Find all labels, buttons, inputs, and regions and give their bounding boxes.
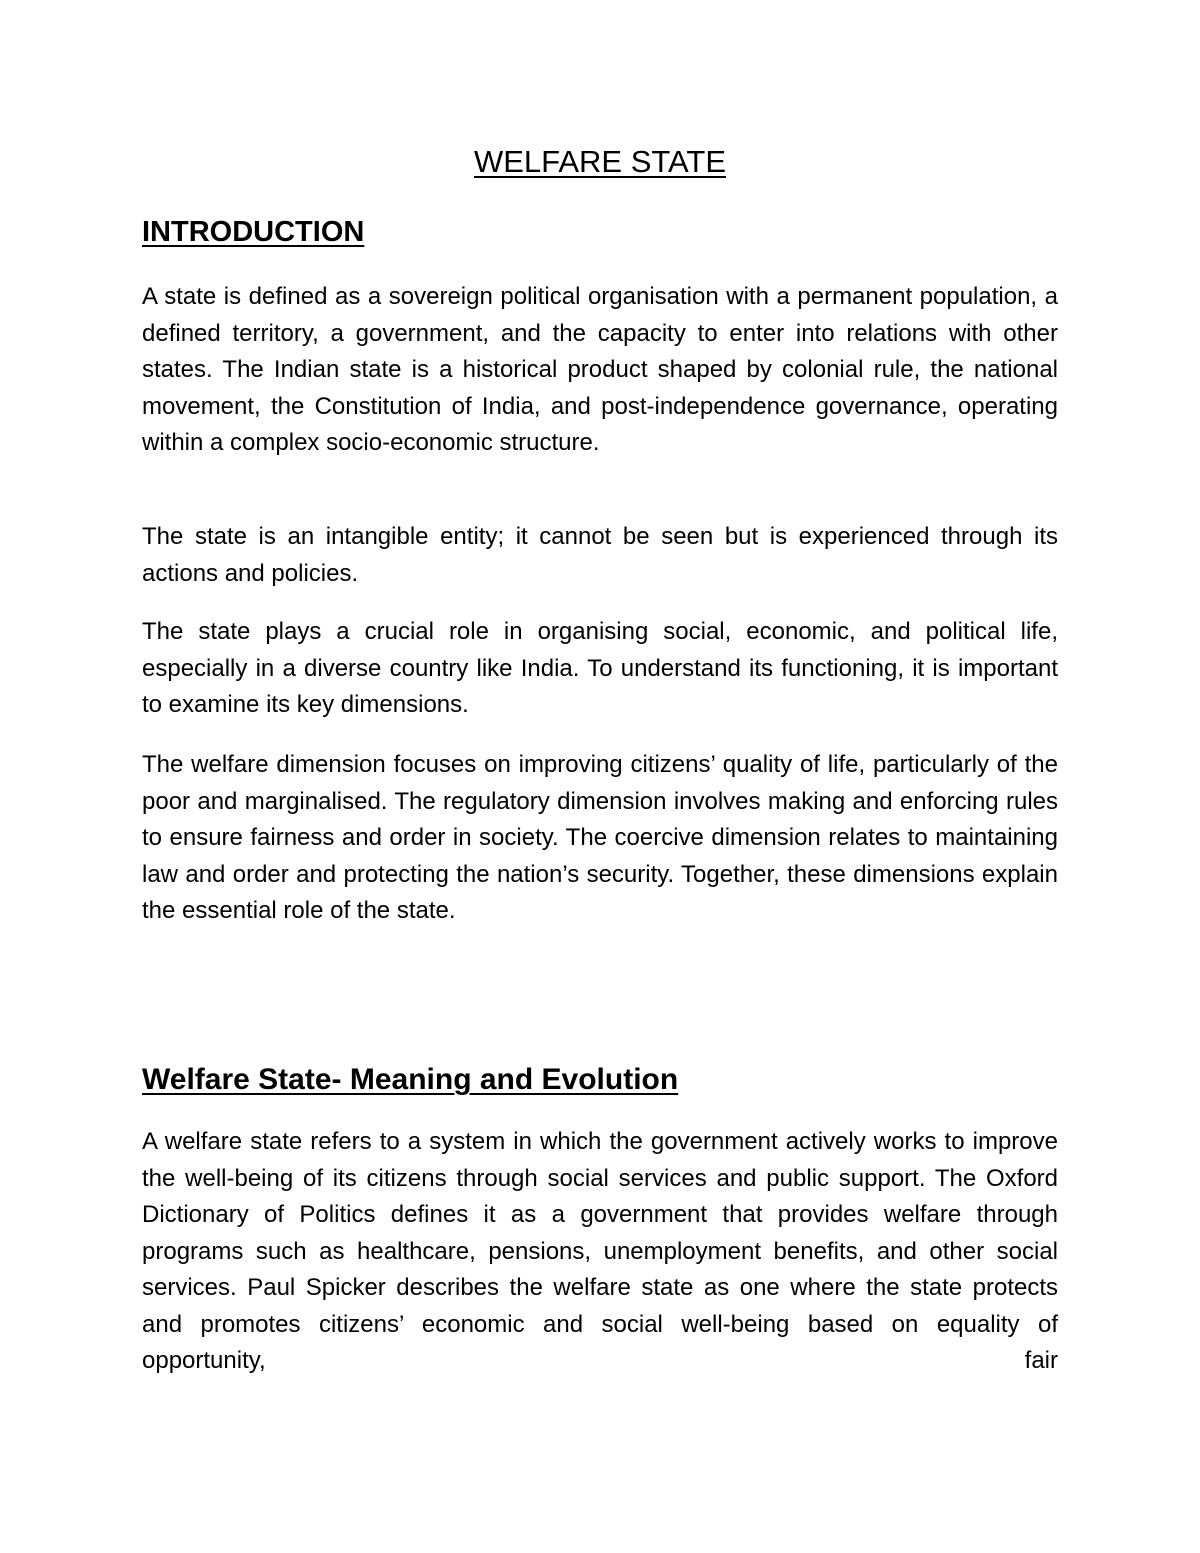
section-heading-welfare-state-meaning: Welfare State- Meaning and Evolution <box>142 1063 679 1096</box>
intro-paragraph-state-role: The state plays a crucial role in organising social, economic, and political life, especially in a diverse country like India. To understand its functioning, it is important to examine its key dimensions. <box>142 618 1058 718</box>
welfare-paragraph-definition: A welfare state refers to a system in which the government actively works to improve the well-being of its citizens through social services and public support. The Oxford Dictionary of Politics defines it as a government that provides welfare through programs such as healthcare, pensions, unemployment benefits, and other social services. Paul Spicker describes the welfare state as one where the state protects and promotes citizens’ economic and social well-being based on equality of opportunity, fair <box>142 1128 1058 1374</box>
intro-paragraph-state-definition: A state is defined as a sovereign political organisation with a permanent population, a defined territory, a government, and the capacity to enter into relations with other states. The Indian state is a historical product shaped by colonial rule, the national movement, the Constitution of India, and post-independence governance, operating within a complex socio-economic structure. <box>142 283 1058 456</box>
section-heading-introduction: INTRODUCTION <box>142 216 365 248</box>
document-title: WELFARE STATE <box>473 144 727 179</box>
intro-paragraph-dimensions: The welfare dimension focuses on improving citizens’ quality of life, particularly of the poor and marginalised. The regulatory dimension involves making and enforcing rules to ensure fairness and order in society. The coercive dimension relates to maintaining law and order and protecting the nation’s security. Together, these dimensions explain the essential role of the state. <box>142 751 1058 924</box>
intro-paragraph-intangible-entity: The state is an intangible entity; it cannot be seen but is experienced through its actions and policies. <box>142 523 1058 587</box>
